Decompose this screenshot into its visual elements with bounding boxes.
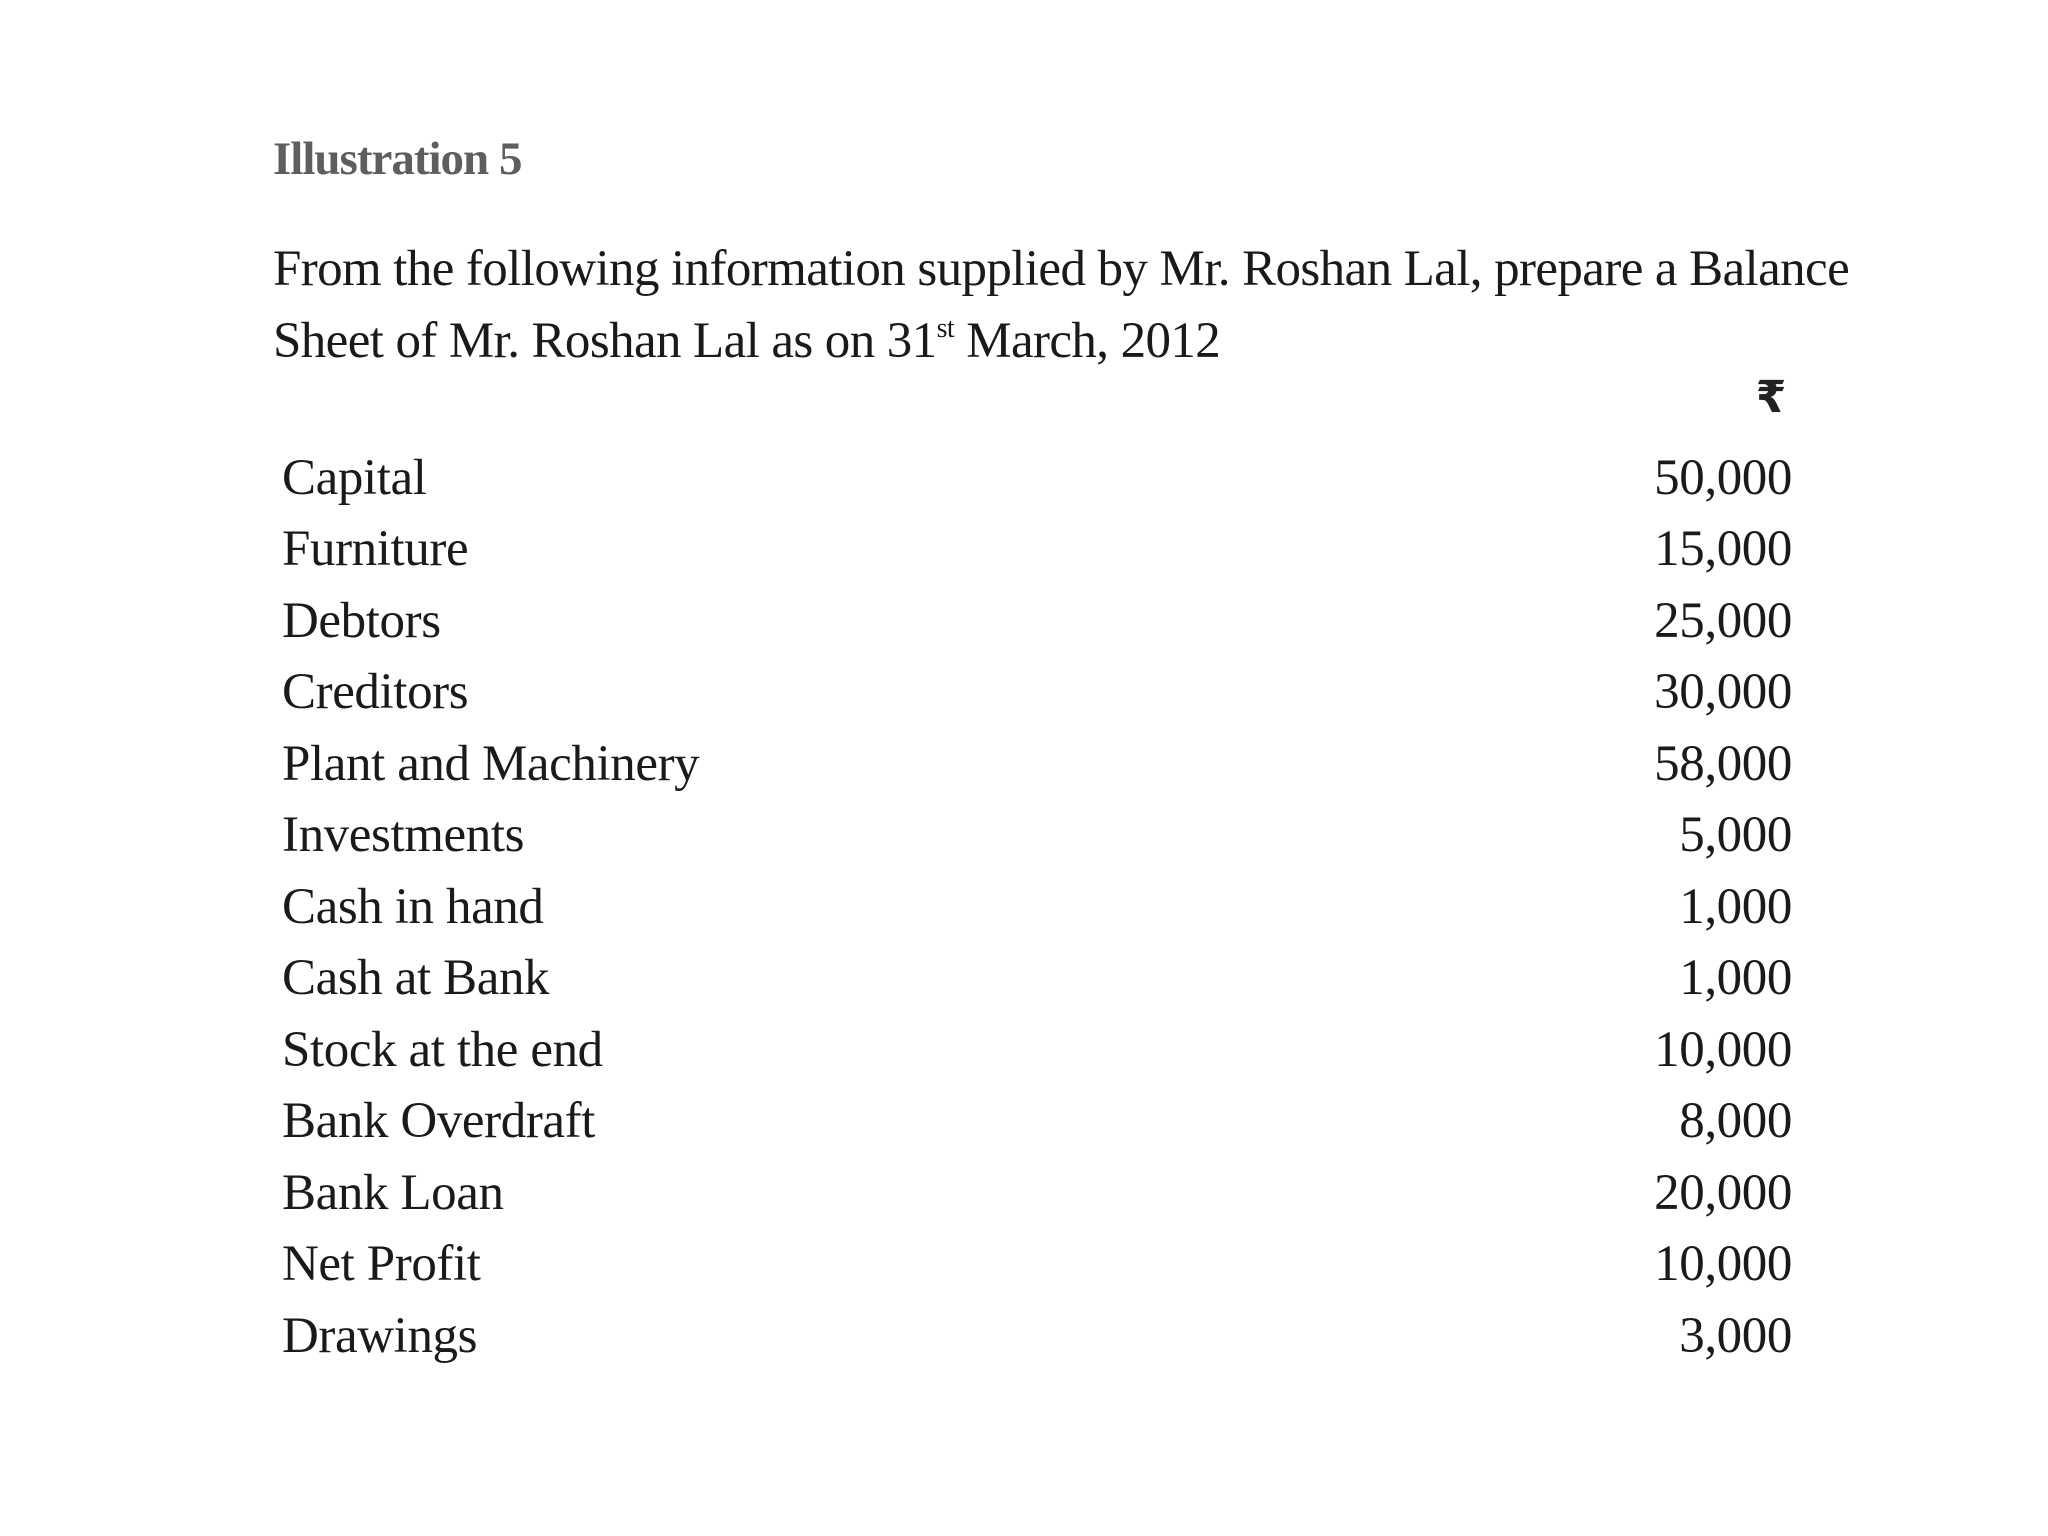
item-amount: 10,000 <box>1654 1021 1792 1078</box>
item-label: Net Profit <box>282 1236 481 1293</box>
item-label: Plant and Machinery <box>282 735 700 792</box>
item-amount: 15,000 <box>1654 521 1792 578</box>
list-item <box>282 1229 1792 1301</box>
item-amount: 10,000 <box>1654 1236 1792 1293</box>
problem-statement-line-1: From the following information supplied by Mr. Roshan Lal, prepare a Balance <box>273 241 1850 297</box>
rupee-currency-header: ₹ <box>1755 372 1787 423</box>
list-item <box>282 871 1792 943</box>
item-label: Cash at Bank <box>282 950 550 1007</box>
problem-statement <box>273 233 1850 377</box>
item-label: Debtors <box>282 592 441 649</box>
item-label: Bank Loan <box>282 1164 504 1221</box>
problem-statement-line-2 <box>273 305 1833 377</box>
item-label: Furniture <box>282 521 469 578</box>
statement-date-suffix: March, 2012 <box>954 313 1221 369</box>
item-amount: 20,000 <box>1654 1164 1792 1221</box>
list-item <box>282 1300 1792 1372</box>
item-amount: 8,000 <box>1679 1093 1792 1150</box>
item-label: Investments <box>282 807 525 864</box>
item-amount: 58,000 <box>1654 735 1792 792</box>
item-amount: 3,000 <box>1679 1307 1792 1364</box>
list-item <box>282 514 1792 586</box>
list-item <box>282 657 1792 729</box>
list-item <box>282 1157 1792 1229</box>
list-item <box>282 1014 1792 1086</box>
account-items-list <box>282 442 1792 1372</box>
item-amount: 30,000 <box>1654 664 1792 721</box>
list-item <box>282 1086 1792 1158</box>
item-amount: 1,000 <box>1679 950 1792 1007</box>
list-item <box>282 442 1792 514</box>
item-amount: 25,000 <box>1654 592 1792 649</box>
item-label: Creditors <box>282 664 469 721</box>
illustration-heading: Illustration 5 <box>273 133 522 185</box>
item-label: Capital <box>282 449 427 506</box>
statement-date-prefix: Sheet of Mr. Roshan Lal as on 31 <box>273 313 937 369</box>
item-amount: 1,000 <box>1679 878 1792 935</box>
item-label: Stock at the end <box>282 1021 603 1078</box>
list-item <box>282 943 1792 1015</box>
item-amount: 5,000 <box>1679 807 1792 864</box>
item-label: Drawings <box>282 1307 478 1364</box>
date-ordinal-superscript: st <box>936 313 955 344</box>
list-item <box>282 728 1792 800</box>
list-item <box>282 585 1792 657</box>
item-amount: 50,000 <box>1654 449 1792 506</box>
list-item <box>282 800 1792 872</box>
item-label: Bank Overdraft <box>282 1093 596 1150</box>
item-label: Cash in hand <box>282 878 544 935</box>
